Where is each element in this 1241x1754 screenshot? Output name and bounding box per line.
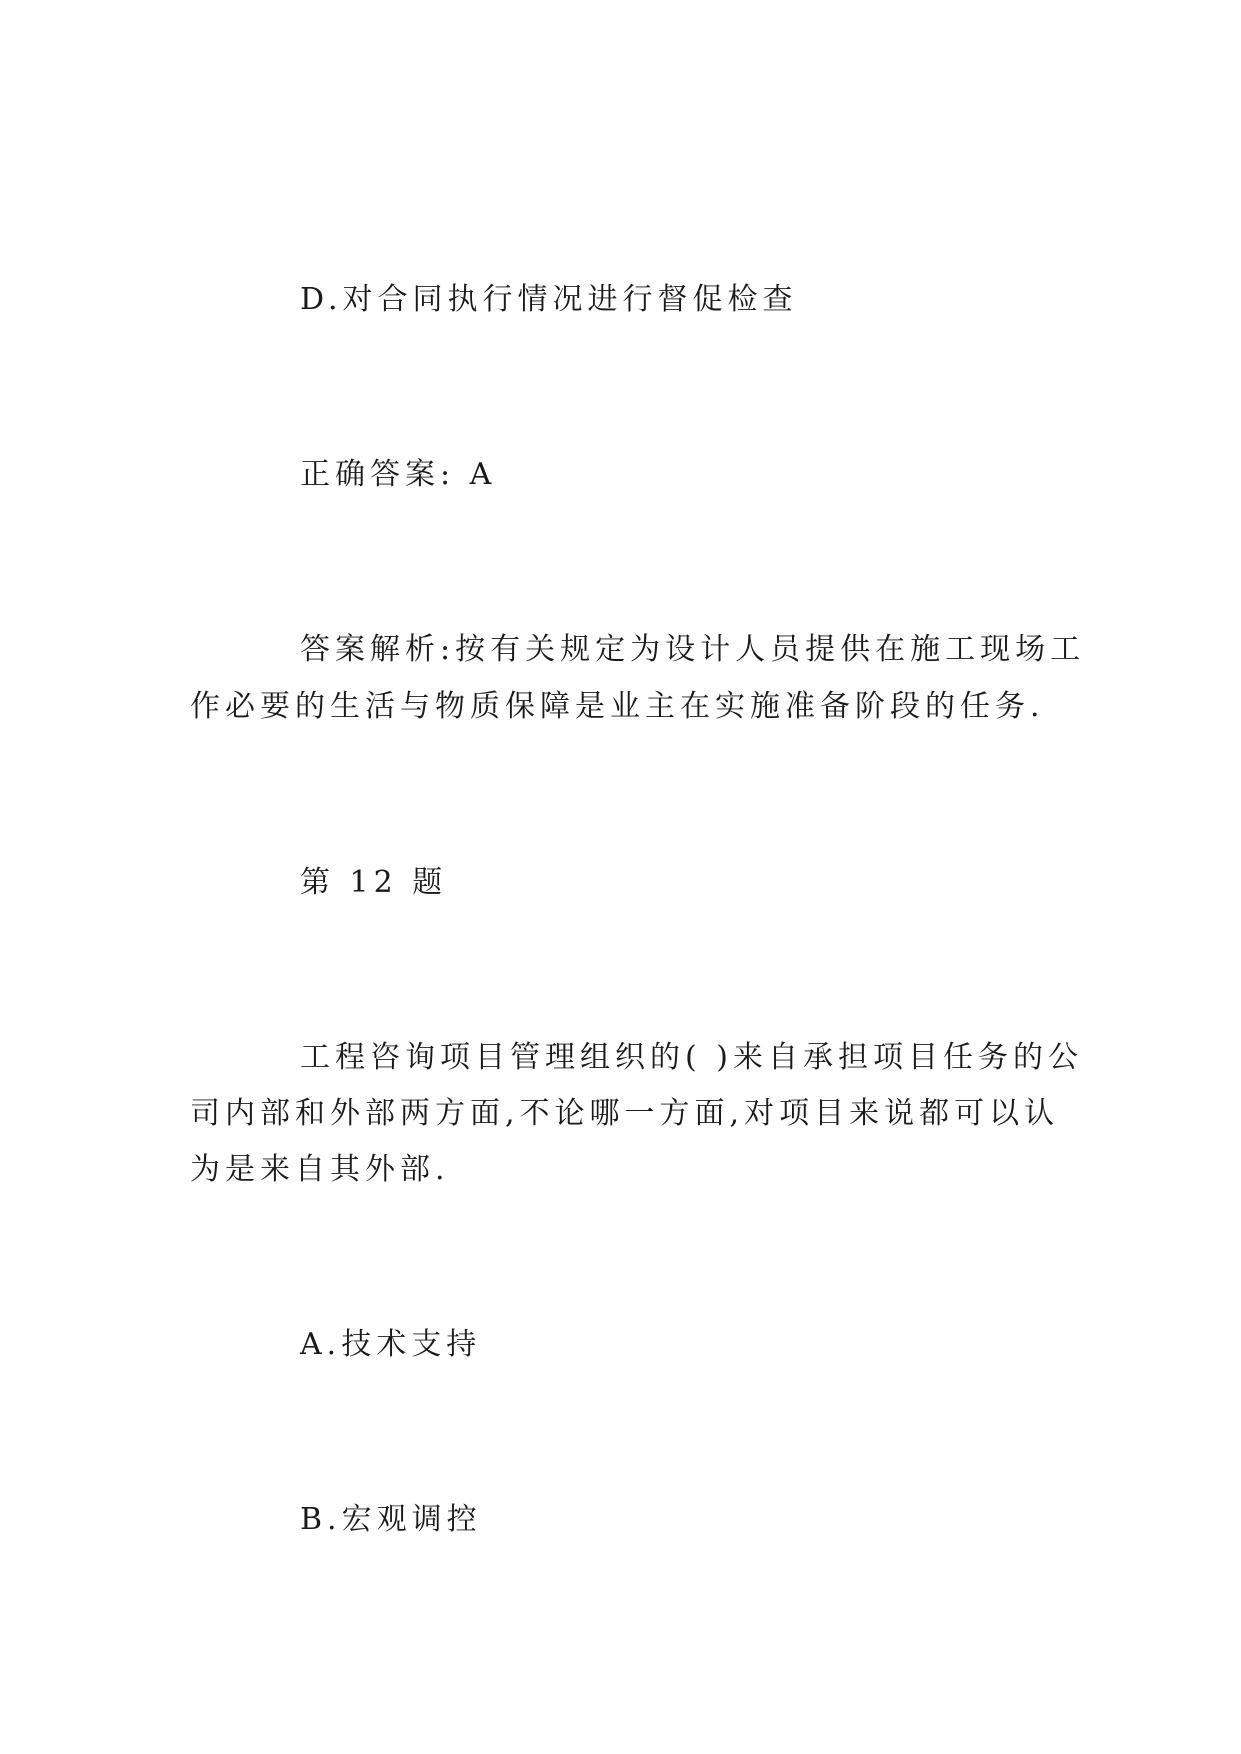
correct-answer: 正确答案: A	[300, 457, 497, 492]
question-line-3: 为是来自其外部.	[190, 1152, 450, 1187]
option-d-prev-question: D.对合同执行情况进行督促检查	[300, 282, 798, 317]
analysis-line-1: 答案解析:按有关规定为设计人员提供在施工现场工	[300, 632, 1086, 667]
question-line-1: 工程咨询项目管理组织的( )来自承担项目任务的公	[300, 1040, 1083, 1075]
option-a: A.技术支持	[300, 1327, 482, 1362]
question-number: 第 12 题	[300, 865, 448, 900]
analysis-line-2: 作必要的生活与物质保障是业主在实施准备阶段的任务.	[190, 689, 1045, 724]
question-line-2: 司内部和外部两方面,不论哪一方面,对项目来说都可以认	[190, 1096, 1060, 1131]
option-b: B.宏观调控	[300, 1502, 482, 1537]
